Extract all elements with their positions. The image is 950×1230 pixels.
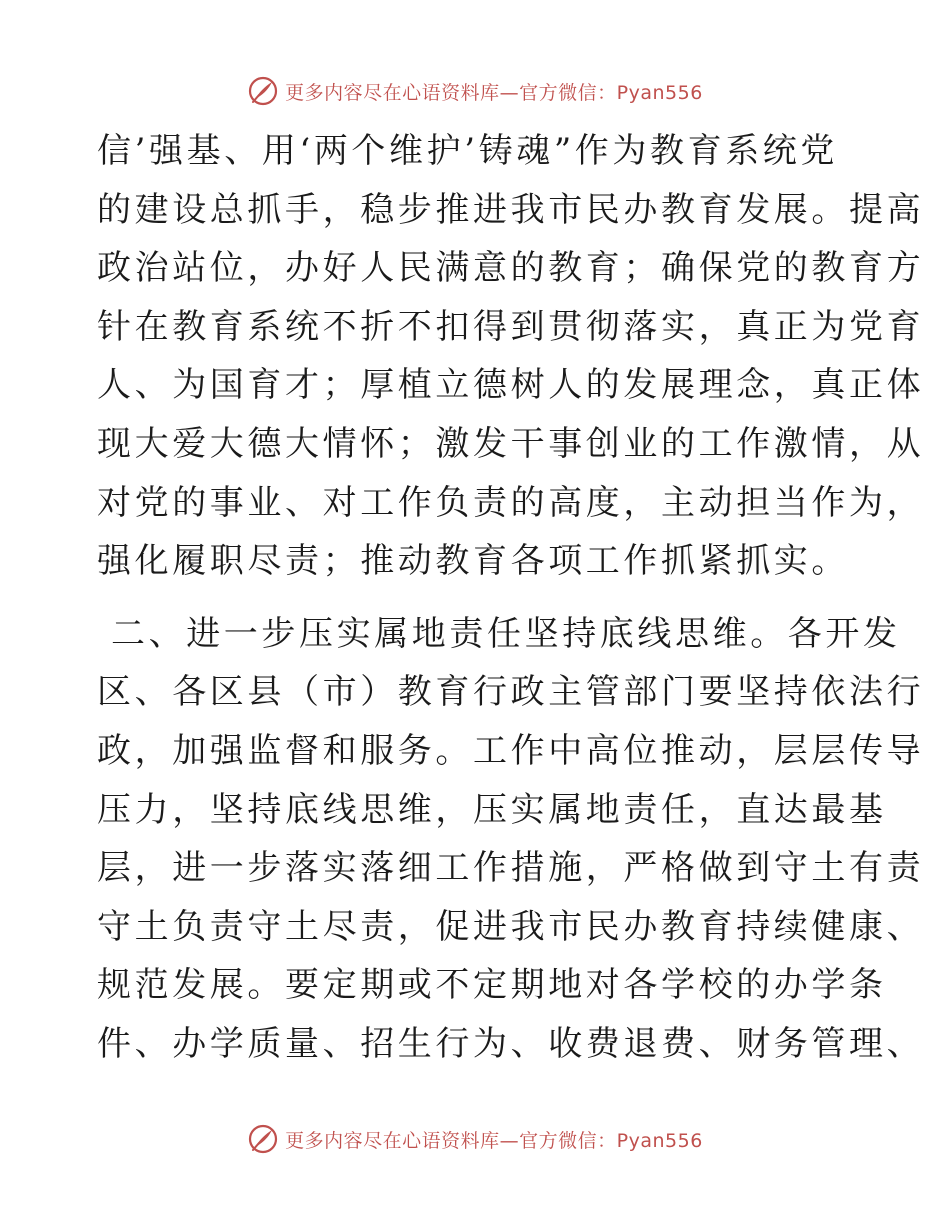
text-line: 政，加强监督和服务。工作中高位推动，层层传导 <box>97 730 925 771</box>
watermark-text: 更多内容尽在心语资料库—官方微信：Pyan556 <box>285 81 703 104</box>
paragraph-spacer <box>97 591 857 605</box>
feather-logo-icon <box>247 1123 279 1155</box>
feather-logo-icon <box>247 75 279 107</box>
text-line: 现大爱大德大情怀；激发干事创业的工作激情，从 <box>97 423 925 464</box>
section-heading-line: 二、进一步压实属地责任坚持底线思维。各开发 <box>111 613 901 654</box>
watermark-text: 更多内容尽在心语资料库—官方微信：Pyan556 <box>285 1129 703 1152</box>
text-line: 规范发展。要定期或不定期地对各学校的办学条 <box>97 965 887 1006</box>
text-line: 压力，坚持底线思维，压实属地责任，直达最基 <box>97 789 887 830</box>
text-line: 信’强基、用‘两个维护’铸魂”作为教育系统党 <box>97 131 839 171</box>
footer-watermark <box>0 1121 950 1157</box>
text-line: 守土负责守土尽责，促进我市民办教育持续健康、 <box>97 906 925 947</box>
text-line: 针在教育系统不折不扣得到贯彻落实，真正为党育 <box>97 306 925 347</box>
text-line: 区、各区县（市）教育行政主管部门要坚持依法行 <box>97 672 925 713</box>
text-line: 件、办学质量、招生行为、收费退费、财务管理、 <box>97 1023 925 1064</box>
text-line: 强化履职尽责；推动教育各项工作抓紧抓实。 <box>97 541 849 582</box>
paragraph-2 <box>97 605 925 1074</box>
text-line: 层，进一步落实落细工作措施，严格做到守土有责 <box>97 848 925 889</box>
text-line: 人、为国育才；厚植立德树人的发展理念，真正体 <box>97 365 925 406</box>
header-watermark <box>0 73 950 109</box>
paragraph-1 <box>97 122 925 591</box>
document-body <box>97 122 925 1074</box>
text-line: 的建设总抓手，稳步推进我市民办教育发展。提高 <box>97 189 925 230</box>
text-line: 对党的事业、对工作负责的高度，主动担当作为， <box>97 482 925 523</box>
text-line: 政治站位，办好人民满意的教育；确保党的教育方 <box>97 248 925 289</box>
